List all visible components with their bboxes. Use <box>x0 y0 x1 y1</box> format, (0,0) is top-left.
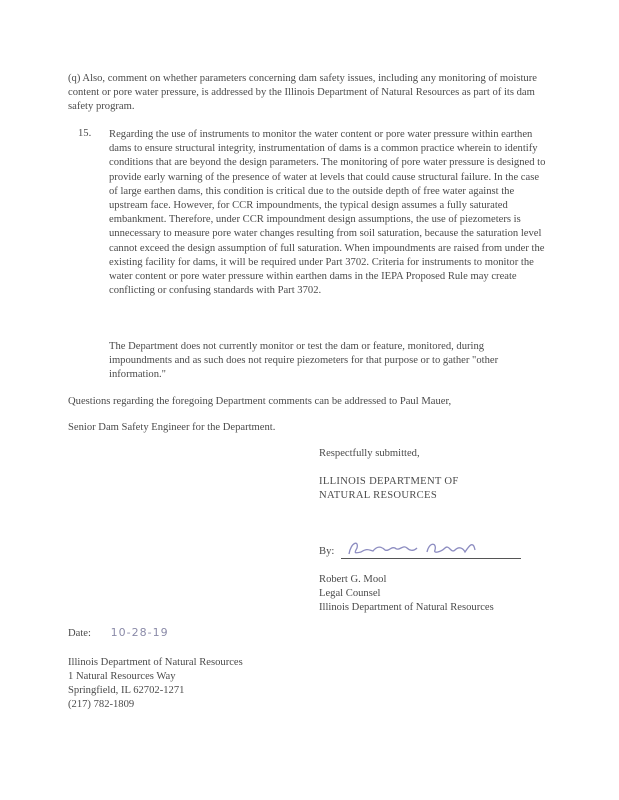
item-number: 15. <box>78 128 92 139</box>
date-value: 10-28-19 <box>110 626 169 639</box>
item-q-paragraph: (q) Also, comment on whether parameters concerning dam safety issues, including any monitoring of moisture content or pore water pressure, is addressed by the Illinois Department of Natural Resources as part of its dam safety program. <box>68 73 537 113</box>
closing-respectfully: Respectfully submitted, <box>319 448 420 459</box>
address-line-2: 1 Natural Resources Way <box>68 671 176 682</box>
questions-line: Questions regarding the foregoing Department comments can be addressed to Paul Mauer, <box>68 396 452 407</box>
address-line-1: Illinois Department of Natural Resources <box>68 657 243 668</box>
signer-title: Legal Counsel <box>319 588 381 599</box>
item-15-paragraph-2: The Department does not currently monitor or test the dam or feature, monitored, during impoundments and as such does not require piezometers for that purpose or to gather "other information." <box>109 341 499 381</box>
signer-org: Illinois Department of Natural Resources <box>319 602 494 613</box>
address-block <box>68 656 243 712</box>
item-15-paragraph: Regarding the use of instruments to monitor the water content or pore water pressure within earthen dams to ensure structural integrity, instrumentation of dams is a common practice wherein to identify conditions that are beyond the design parameters. The monitoring of pore water pressure is designed to provide early warning of the presence of water at levels that could cause structural failure. In the case of large earthen dams, this condition is critical due to the outside depth of free water against the upstream face. However, for CCR impoundments, the typical design assumes a fully saturated embankment. Therefore, under CCR impoundment design assumptions, the use of piezometers is unnecessary to measure pore water changes resulting from soil saturation, because the saturation level cannot exceed the design assumption of full saturation. When impoundments are raised from under the existing facility for dams, it will be required under Part 3702. Criteria for instruments to monitor the water content or pore water pressure within earthen dams in the IEPA Proposed Rule may create conflicting or confusing standards with Part 3702. <box>109 129 546 297</box>
date-label: Date: <box>68 628 91 639</box>
department-line-2: NATURAL RESOURCES <box>319 490 438 501</box>
date-row <box>68 626 169 639</box>
handwritten-signature <box>345 536 495 560</box>
signature-line <box>341 558 521 559</box>
department-name <box>319 475 459 503</box>
signer-block <box>319 573 494 615</box>
by-label: By: <box>319 546 335 557</box>
address-line-3: Springfield, IL 62702-1271 <box>68 685 185 696</box>
address-line-4: (217) 782-1809 <box>68 699 135 710</box>
signer-name: Robert G. Mool <box>319 574 387 585</box>
department-line-1: ILLINOIS DEPARTMENT OF <box>319 476 459 487</box>
engineer-line: Senior Dam Safety Engineer for the Department. <box>68 422 276 433</box>
signature-block <box>319 538 539 564</box>
